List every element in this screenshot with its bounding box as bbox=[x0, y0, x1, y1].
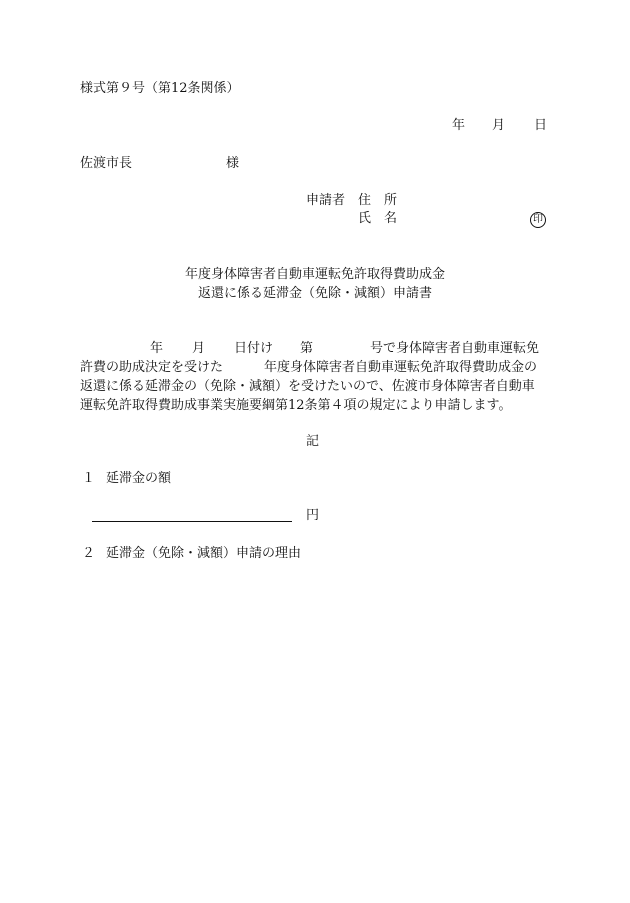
addressee-name: 佐渡市長 bbox=[80, 156, 133, 171]
body-year: 年 bbox=[150, 341, 164, 356]
amount-unit: 円 bbox=[306, 508, 320, 523]
body-line-4: 運転免許取得費助成事業実施要綱第12条第４項の規定により申請します。 bbox=[80, 398, 512, 413]
addressee-honorific: 様 bbox=[226, 156, 240, 171]
form-number: 様式第９号（第12条関係） bbox=[80, 81, 240, 96]
title-line-2: 返還に係る延滞金（免除・減額）申請書 bbox=[197, 286, 432, 301]
applicant-name-label: 氏 名 bbox=[358, 211, 398, 226]
body-line-2-start: 許費の助成決定を受けた bbox=[80, 360, 224, 375]
body-line-3: 返還に係る延滞金の（免除・減額）を受けたいので、佐渡市身体障害者自動車 bbox=[80, 379, 535, 394]
body-dated: 日付け bbox=[234, 341, 274, 356]
date-year: 年 bbox=[452, 118, 466, 133]
date-month: 月 bbox=[492, 118, 506, 133]
item-1-number: １ bbox=[82, 471, 96, 486]
title-line-1: 年度身体障害者自動車運転免許取得費助成金 bbox=[184, 267, 445, 282]
item-2-label: 延滞金（免除・減額）申請の理由 bbox=[106, 546, 302, 561]
applicant-address-label: 住 所 bbox=[358, 193, 398, 208]
body-line-2-end: 年度身体障害者自動車運転免許取得費助成金の bbox=[264, 360, 538, 375]
body-number-prefix: 第 bbox=[300, 341, 314, 356]
date-day: 日 bbox=[534, 118, 548, 133]
note-heading: 記 bbox=[306, 434, 320, 449]
seal-mark: 印 bbox=[530, 212, 546, 228]
body-month: 月 bbox=[192, 341, 206, 356]
applicant-label: 申請者 bbox=[306, 193, 346, 208]
body-line-1-end: 号で身体障害者自動車運転免 bbox=[370, 341, 540, 356]
item-1-label: 延滞金の額 bbox=[106, 471, 172, 486]
amount-blank-line bbox=[92, 521, 292, 522]
item-2-number: ２ bbox=[82, 546, 96, 561]
